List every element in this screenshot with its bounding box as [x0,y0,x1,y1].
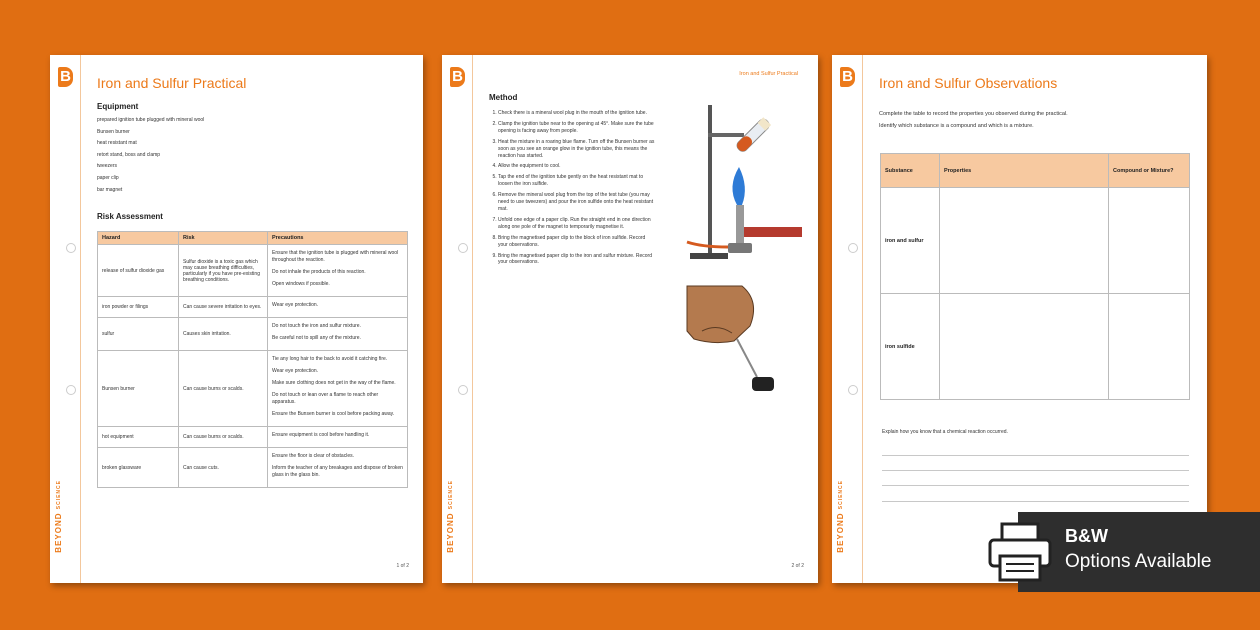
list-item: 3. Heat the mixture in a roaring blue flame. Turn off the Bunsen burner as soon as you see an orange glow in the ignition tube, this means the reaction has started. [498,139,656,160]
substance-cell: iron and sulfur [881,188,940,294]
answer-line[interactable] [882,455,1189,456]
risk-cell: Can cause severe irritation to eyes. [179,297,268,318]
flame-icon [732,167,744,205]
punch-hole-icon [458,385,468,395]
method-steps [488,110,656,270]
column-header: Substance [881,154,940,188]
iron-sulfide-block [752,377,774,391]
precaution-item: Do not inhale the products of this reaction. [272,269,366,275]
list-item: heat resistant mat [97,140,137,147]
precaution-item: Do not touch the iron and sulfur mixture. [272,323,361,329]
gas-hose [687,242,728,247]
list-item: 2. Clamp the ignition tube near to the opening at 45°. Make sure the tube opening is facing away from people. [498,121,656,135]
table-row [881,294,1190,400]
page-number: 1 of 2 [396,563,409,569]
brand-wordmark: BEYOND SCIENCE [54,480,63,553]
instructions [879,108,1068,132]
risk-cell: Can cause burns or scalds. [179,427,268,448]
burner-base [728,243,752,253]
page-title: Iron and Sulfur Observations [879,75,1058,91]
risk-cell: Can cause burns or scalds. [179,351,268,427]
properties-input-cell[interactable] [940,294,1109,400]
hand-icon [687,286,754,343]
list-item: tweezers [97,163,118,170]
column-header: Risk [179,232,268,245]
precautions-cell [268,351,408,427]
answer-line[interactable] [882,485,1189,486]
worksheet-page-2 [442,55,818,583]
risk-heading: Risk Assessment [97,212,163,221]
table-row [98,427,408,448]
column-header: Precautions [268,232,408,245]
precaution-item: Ensure the floor is clear of obstacles. [272,453,354,459]
punch-hole-icon [66,243,76,253]
list-item: 9. Bring the magnetised paper clip to the iron and sulfur mixture. Record your observations. [498,253,656,267]
precaution-item: Ensure the Bunsen burner is cool before packing away. [272,411,395,417]
list-item: 1. Check there is a mineral wool plug in the mouth of the ignition tube. [498,110,656,117]
retort-stand-base [690,253,728,259]
list-item: 4. Allow the equipment to cool. [498,163,656,170]
clamp-arm [708,133,744,137]
hazard-cell: sulfur [98,318,179,351]
precautions-cell [268,318,408,351]
hazard-cell: hot equipment [98,427,179,448]
precaution-item: Inform the teacher of any breakages and dispose of broken glass in the glass bin. [272,465,403,478]
page-title: Iron and Sulfur Practical [97,75,247,91]
worksheet-page-1 [50,55,423,583]
table-row [98,297,408,318]
answer-line[interactable] [882,470,1189,471]
risk-cell: Can cause cuts. [179,448,268,488]
running-header: Iron and Sulfur Practical [739,71,798,77]
worksheet-page-3 [832,55,1207,583]
brand-logo-icon: B [840,67,855,87]
method-heading: Method [489,93,518,102]
hazard-cell: broken glassware [98,448,179,488]
page-number: 2 of 2 [791,563,804,569]
printer-icon [986,522,1054,582]
apparatus-illustration [682,97,802,267]
bunsen-burner [736,205,744,243]
punch-hole-icon [458,243,468,253]
precautions-cell [268,297,408,318]
precaution-item: Tie any long hair to the back to avoid it catching fire. [272,356,388,362]
badge-subtitle: Options Available [1065,551,1212,572]
hand-magnet-illustration [682,281,792,401]
precaution-item: Open windows if possible. [272,281,330,287]
precautions-cell [268,245,408,297]
precaution-item: Make sure clothing does not get in the way of the flame. [272,380,396,386]
table-row [98,351,408,427]
precaution-item: Wear eye protection. [272,302,319,308]
list-item: 8. Bring the magnetised paper clip to the block of iron sulfide. Record your observations. [498,235,656,249]
compound-mixture-input-cell[interactable] [1109,188,1190,294]
column-header: Compound or Mixture? [1109,154,1190,188]
list-item: 5. Tap the end of the ignition tube gently on the heat resistant mat to loosen the iron sulfide. [498,174,656,188]
equipment-heading: Equipment [97,102,139,111]
precaution-item: Be careful not to spill any of the mixture. [272,335,361,341]
answer-line[interactable] [882,501,1189,502]
retort-stand-rod [708,105,712,255]
risk-cell: Causes skin irritation. [179,318,268,351]
list-item: 7. Unfold one edge of a paper clip. Run the straight end in one direction along one pole of the magnet to temporarily magnetise it. [498,217,656,231]
table-row [98,245,408,297]
punch-hole-icon [848,385,858,395]
column-header: Hazard [98,232,179,245]
observations-table [880,153,1190,400]
brand-wordmark: BEYOND SCIENCE [446,480,455,553]
precaution-item: Wear eye protection. [272,368,319,374]
precautions-cell [268,448,408,488]
precautions-cell [268,427,408,448]
brand-logo-icon: B [58,67,73,87]
precaution-item: Do not touch or lean over a flame to reach other apparatus. [272,392,379,405]
list-item: bar magnet [97,186,123,193]
badge-title: B&W [1065,526,1108,546]
risk-table [97,231,408,488]
brand-logo-icon: B [450,67,465,87]
list-item: 6. Remove the mineral wool plug from the top of the test tube (you may need to use tweezers) and pour the iron sulfide onto the heat resistant mat. [498,192,656,213]
hazard-cell: Bunsen burner [98,351,179,427]
list-item: retort stand, boss and clamp [97,151,161,158]
substance-cell: iron sulfide [881,294,940,400]
explain-prompt: Explain how you know that a chemical reaction occurred. [882,429,1008,435]
list-item: paper clip [97,174,119,181]
heat-resistant-mat [742,227,802,237]
table-row [98,318,408,351]
list-item: prepared ignition tube plugged with mineral wool [97,117,205,123]
punch-hole-icon [848,243,858,253]
equipment-list [97,115,204,196]
bw-options-badge [1018,512,1260,592]
table-row [881,188,1190,294]
compound-mixture-input-cell[interactable] [1109,294,1190,400]
list-item: Bunsen burner [97,128,130,135]
brand-wordmark: BEYOND SCIENCE [836,480,845,553]
risk-cell: Sulfur dioxide is a toxic gas which may cause breathing difficulties, particularly if you have pre-existing breathing conditions. [179,245,268,297]
punch-hole-icon [66,385,76,395]
properties-input-cell[interactable] [940,188,1109,294]
paper-clip-icon [737,339,757,377]
column-header: Properties [940,154,1109,188]
instruction-line: Identify which substance is a compound and which is a mixture. [879,123,1034,129]
hazard-cell: iron powder or filings [98,297,179,318]
hazard-cell: release of sulfur dioxide gas [98,245,179,297]
instruction-line: Complete the table to record the properties you observed during the practical. [879,111,1068,117]
table-row [98,448,408,488]
precaution-item: Ensure that the ignition tube is plugged with mineral wool throughout the reaction. [272,250,399,263]
precaution-item: Ensure equipment is cool before handling it. [272,432,370,438]
